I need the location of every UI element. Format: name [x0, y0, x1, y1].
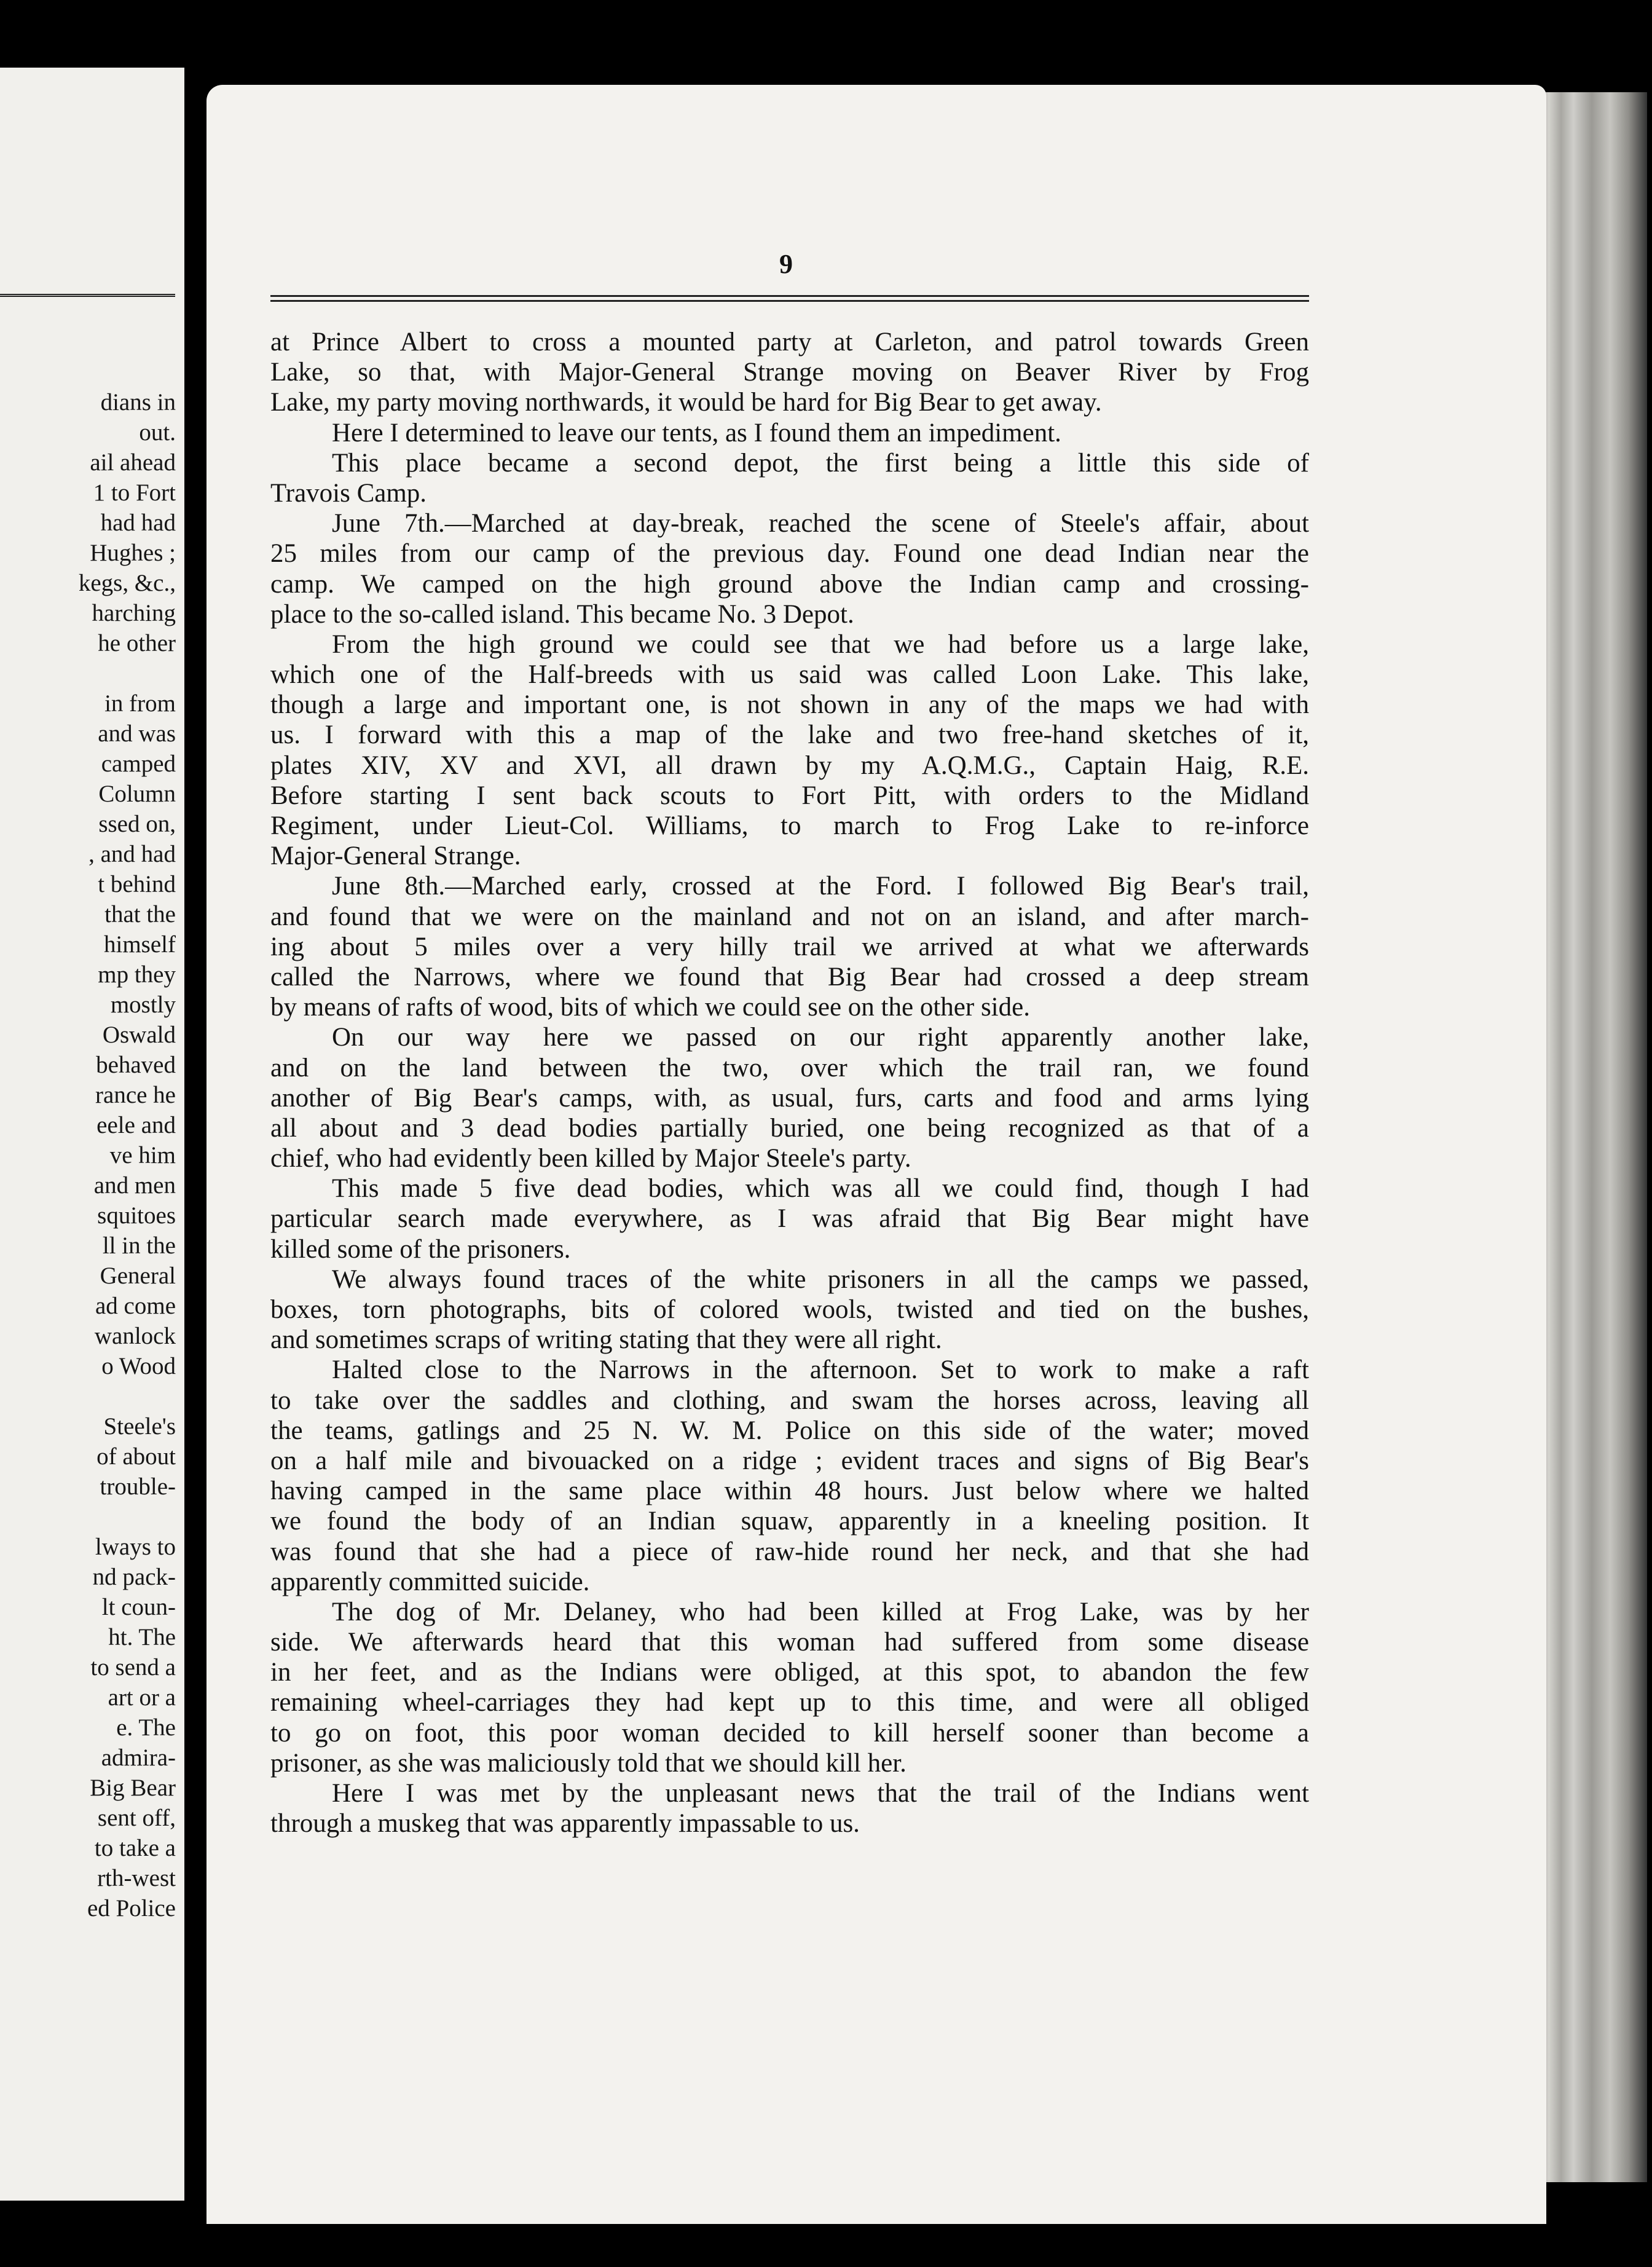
text-line: to take over the saddles and clothing, and swam the horses across, leaving all — [270, 1386, 1309, 1415]
text-line: Here I was met by the unpleasant news that the trail of the Indians went — [332, 1779, 1309, 1808]
text-line: having camped in the same place within 48 hours. Just below where we halted — [270, 1477, 1309, 1506]
text-line: Here I determined to leave our tents, as I found them an impediment. — [332, 418, 1061, 447]
previous-page-line: to take a — [94, 1835, 176, 1861]
text-line: The dog of Mr. Delaney, who had been killed at Frog Lake, was by her — [332, 1597, 1309, 1626]
text-line: boxes, torn photographs, bits of colored wools, twisted and tied on the bushes, — [270, 1295, 1309, 1324]
previous-page-line: rth-west — [97, 1865, 176, 1891]
previous-page-line: out. — [139, 419, 176, 446]
text-line: particular search made everywhere, as I was afraid that Big Bear might have — [270, 1204, 1309, 1234]
text-line: though a large and important one, is not shown in any of the maps we had with — [270, 690, 1309, 720]
text-line: and sometimes scraps of writing stating that they were all right. — [270, 1325, 942, 1355]
previous-page-line: sent off, — [97, 1805, 176, 1831]
header-rule — [270, 295, 1309, 302]
previous-page-line: squitoes — [97, 1202, 176, 1229]
previous-page-line: 1 to Fort — [93, 479, 176, 506]
previous-page-line: Oswald — [102, 1022, 176, 1048]
text-line: on a half mile and bivouacked on a ridge ; evident traces and signs of Big Bear's — [270, 1446, 1309, 1475]
previous-page-line: kegs, &c., — [78, 570, 176, 596]
previous-page — [0, 68, 184, 2201]
text-line: the teams, gatlings and 25 N. W. M. Police on this side of the water; moved — [270, 1416, 1309, 1445]
text-line: all about and 3 dead bodies partially buried, one being recognized as that of a — [270, 1113, 1309, 1143]
text-line: Halted close to the Narrows in the afternoon. Set to work to make a raft — [332, 1355, 1309, 1385]
text-line: On our way here we passed on our right apparently another lake, — [332, 1023, 1309, 1052]
previous-page-line: himself — [104, 931, 176, 958]
previous-page-line: ll in the — [102, 1232, 176, 1259]
previous-page-line: and men — [93, 1172, 176, 1199]
text-line: in her feet, and as the Indians were obliged, at this spot, to abandon the few — [270, 1658, 1309, 1687]
previous-page-line: ssed on, — [98, 811, 176, 837]
previous-page-gap — [0, 1381, 176, 1411]
page-body-text — [270, 327, 1309, 1839]
previous-page-line: Big Bear — [90, 1775, 176, 1801]
previous-page-line: General — [100, 1263, 176, 1289]
previous-page-line: Steele's — [103, 1413, 176, 1440]
previous-page-line: dians in — [100, 389, 176, 416]
text-line: Before starting I sent back scouts to Fort Pitt, with orders to the Midland — [270, 781, 1309, 810]
text-line: was found that she had a piece of raw-hide round her neck, and that she had — [270, 1537, 1309, 1566]
previous-page-line: o Wood — [101, 1353, 176, 1379]
text-line: another of Big Bear's camps, with, as usual, furs, carts and food and arms lying — [270, 1083, 1309, 1113]
text-line: Major-General Strange. — [270, 842, 521, 871]
previous-page-gap — [0, 658, 176, 688]
text-line: This made 5 five dead bodies, which was all we could find, though I had — [332, 1174, 1309, 1204]
text-line: From the high ground we could see that we had before us a large lake, — [332, 629, 1309, 659]
text-line: Regiment, under Lieut-Col. Williams, to march to Frog Lake to re-inforce — [270, 811, 1309, 840]
text-line: chief, who had evidently been killed by Major Steele's party. — [270, 1144, 911, 1173]
page-number: 9 — [779, 249, 793, 279]
text-line: June 8th.—Marched early, crossed at the Ford. I followed Big Bear's trail, — [332, 872, 1309, 901]
previous-page-line: mostly — [110, 992, 176, 1018]
previous-page-line: harching — [92, 600, 176, 626]
text-line: plates XIV, XV and XVI, all drawn by my A.Q.M.G., Captain Haig, R.E. — [270, 751, 1309, 780]
previous-page-line: ht. The — [108, 1624, 176, 1650]
previous-page-gap — [0, 1502, 176, 1532]
text-line: camp. We camped on the high ground above the Indian camp and crossing- — [270, 569, 1309, 599]
previous-page-line: lways to — [95, 1534, 176, 1560]
text-line: and found that we were on the mainland and not on an island, and after march- — [270, 902, 1309, 931]
previous-page-line: ed Police — [87, 1895, 176, 1922]
text-line: by means of rafts of wood, bits of which we could see on the other side. — [270, 993, 1030, 1022]
text-line: ing about 5 miles over a very hilly trail we arrived at what we afterwards — [270, 932, 1309, 961]
previous-page-header-rule — [0, 294, 175, 297]
text-line: apparently committed suicide. — [270, 1567, 590, 1596]
previous-page-line: and was — [98, 720, 176, 747]
text-line: to go on foot, this poor woman decided to kill herself sooner than become a — [270, 1718, 1309, 1748]
previous-page-line: nd pack- — [92, 1564, 176, 1590]
text-line: Travois Camp. — [270, 478, 427, 508]
previous-page-line: behaved — [96, 1052, 176, 1078]
text-line: called the Narrows, where we found that Big Bear had crossed a deep stream — [270, 962, 1309, 992]
text-line: prisoner, as she was maliciously told that we should kill her. — [270, 1748, 907, 1778]
previous-page-line: had had — [100, 510, 176, 536]
text-line: 25 miles from our camp of the previous day. Found one dead Indian near the — [270, 539, 1309, 569]
text-line: This place became a second depot, the first being a little this side of — [332, 448, 1309, 478]
previous-page-text-fragments — [0, 387, 176, 1923]
text-line: at Prince Albert to cross a mounted party at Carleton, and patrol towards Green — [270, 328, 1309, 357]
previous-page-line: wanlock — [94, 1323, 176, 1349]
text-line: place to the so-called island. This became No. 3 Depot. — [270, 599, 854, 629]
previous-page-line: , and had — [88, 841, 176, 867]
previous-page-line: e. The — [116, 1714, 176, 1741]
text-line: we found the body of an Indian squaw, apparently in a kneeling position. It — [270, 1507, 1309, 1536]
text-line: Lake, my party moving northwards, it would be hard for Big Bear to get away. — [270, 388, 1102, 417]
previous-page-line: Hughes ; — [90, 540, 176, 566]
previous-page-line: eele and — [96, 1112, 176, 1138]
previous-page-line: trouble- — [100, 1473, 176, 1500]
previous-page-line: to send a — [90, 1654, 176, 1681]
previous-page-line: ad come — [95, 1293, 176, 1319]
text-line: remaining wheel-carriages they had kept up to this time, and were all obliged — [270, 1688, 1309, 1717]
text-line: Lake, so that, with Major-General Strange moving on Beaver River by Frog — [270, 358, 1309, 387]
previous-page-line: ve him — [109, 1142, 176, 1169]
previous-page-line: lt coun- — [101, 1594, 176, 1620]
text-line: and on the land between the two, over which the trail ran, we found — [270, 1053, 1309, 1082]
text-line: us. I forward with this a map of the lake and two free-hand sketches of it, — [270, 720, 1309, 750]
text-line: side. We afterwards heard that this woman had suffered from some disease — [270, 1628, 1309, 1657]
previous-page-line: he other — [98, 630, 176, 656]
text-line: which one of the Half-breeds with us said was called Loon Lake. This lake, — [270, 660, 1309, 690]
text-line: through a muskeg that was apparently impassable to us. — [270, 1809, 860, 1839]
previous-page-line: admira- — [101, 1745, 176, 1771]
previous-page-line: art or a — [108, 1684, 176, 1711]
previous-page-line: t behind — [98, 871, 176, 897]
previous-page-line: that the — [104, 901, 176, 928]
text-line: We always found traces of the white prisoners in all the camps we passed, — [332, 1264, 1309, 1294]
previous-page-line: of about — [96, 1443, 176, 1470]
previous-page-line: in from — [104, 690, 176, 717]
text-line: killed some of the prisoners. — [270, 1234, 571, 1264]
previous-page-line: Column — [98, 781, 176, 807]
text-line: June 7th.—Marched at day-break, reached the scene of Steele's affair, about — [332, 509, 1309, 538]
previous-page-line: rance he — [95, 1082, 176, 1108]
previous-page-line: ail ahead — [90, 449, 176, 476]
previous-page-line: mp they — [98, 961, 176, 988]
previous-page-line: camped — [101, 751, 176, 777]
